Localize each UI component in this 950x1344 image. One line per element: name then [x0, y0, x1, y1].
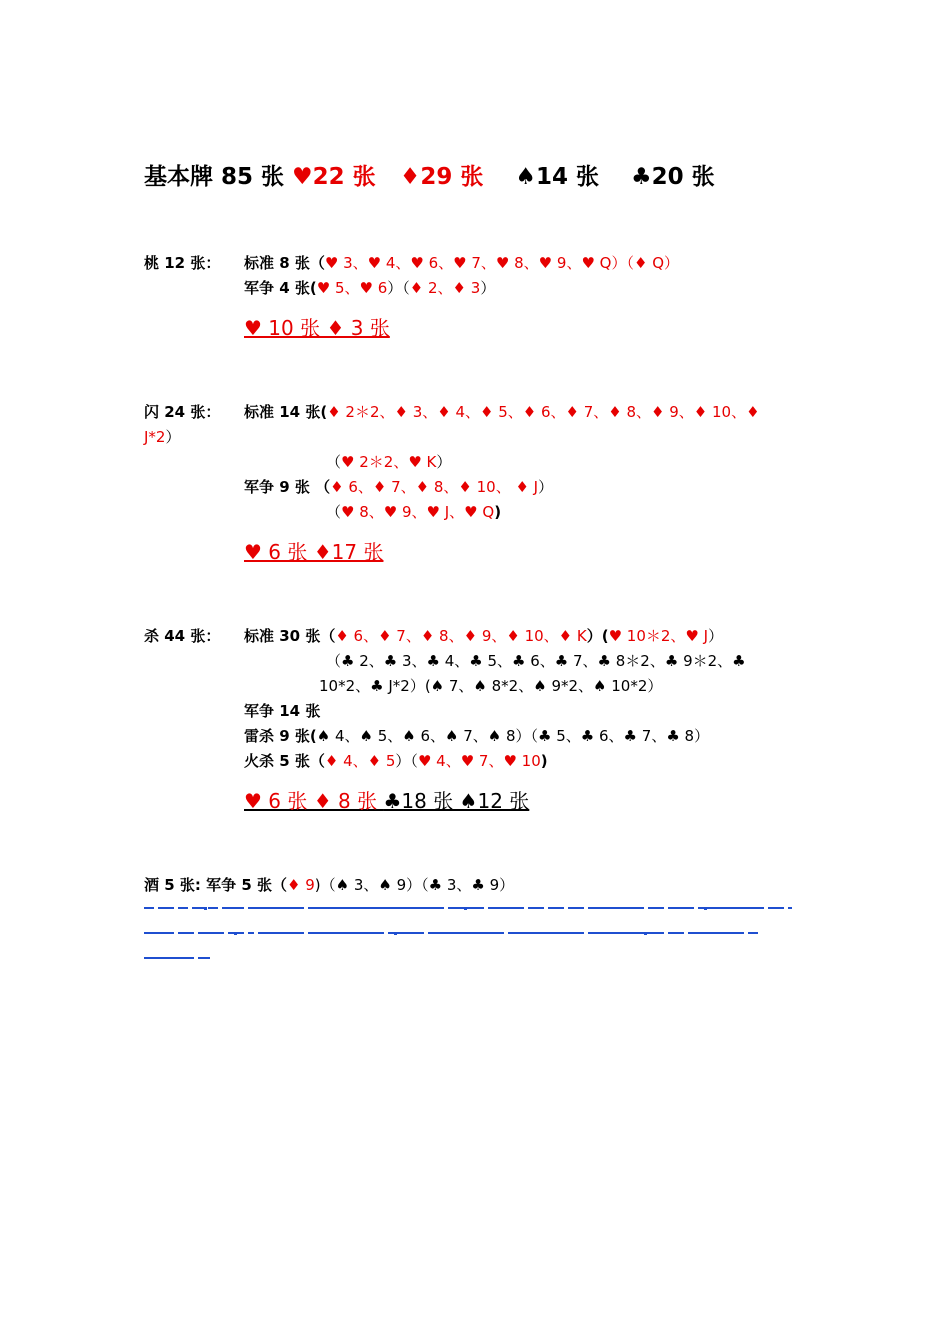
peach-war-diamonds: ♦ 2、♦ 3	[409, 279, 481, 297]
dodge-war-hearts-open: （	[326, 503, 342, 521]
kill-std-hearts: ♥ 10＊2、♥ J	[608, 627, 709, 645]
dodge-standard-line-wrap	[144, 426, 180, 447]
kill-std-mid: ）(	[586, 627, 609, 645]
kill-std-prefix: 标准 30 张（	[244, 627, 336, 645]
peach-std-hearts: ♥ 3、♥ 4、♥ 6、♥ 7、♥ 8、♥ 9、♥ Q	[324, 254, 612, 272]
dodge-summary: ♥ 6 张 ♦17 张	[244, 540, 384, 564]
dodge-war-line	[244, 476, 553, 497]
dodge-war-prefix: 军争 9 张 （	[244, 478, 331, 496]
wine-war-rest: )（♠ 3、♠ 9）（♣ 3、♣ 9）	[314, 876, 515, 894]
kill-war-heading: 军争 14 张	[244, 702, 321, 720]
kill-summary-black: ♣18 张 ♠12 张	[383, 789, 530, 813]
wine-label: 酒 5 张:	[144, 876, 207, 894]
kill-fire-prefix: 火杀 5 张（	[244, 752, 325, 770]
dodge-std-hearts: ♥ 2＊2、♥ K	[341, 453, 437, 471]
title-diamonds: ♦29 张	[399, 164, 484, 190]
kill-fire-diamonds: ♦ 4、♦ 5	[324, 752, 396, 770]
peach-std-end: ）	[664, 254, 680, 272]
dodge-war-diamonds: ♦ 6、♦ 7、♦ 8、♦ 10、 ♦ J	[330, 478, 539, 496]
kill-fire-hearts: ♥ 4、♥ 7、♥ 10	[417, 752, 541, 770]
dodge-std-diamonds-1: ♦ 2＊2、♦ 3、♦ 4、♦ 5、♦ 6、♦ 7、♦ 8、♦ 9、♦ 10、♦	[327, 403, 760, 421]
wine-line	[144, 874, 514, 895]
dodge-std-hearts-open: （	[326, 453, 342, 471]
kill-fire-mid: ）（	[395, 752, 418, 770]
kill-fire-line	[244, 750, 548, 771]
peach-war-end: ）	[480, 279, 496, 297]
peach-standard-line	[244, 252, 679, 273]
dodge-std-diamonds-2: J*2	[144, 428, 166, 446]
peach-war-prefix: 军争 4 张(	[244, 279, 317, 297]
peach-std-diamond: ♦ Q	[633, 254, 665, 272]
dodge-std-prefix: 标准 14 张(	[244, 403, 328, 421]
peach-std-mid: ）（	[611, 254, 634, 272]
kill-label: 杀 44 张：	[144, 627, 221, 645]
dodge-standard-hearts-line	[326, 451, 451, 472]
dodge-war-end: ）	[538, 478, 554, 496]
title-spades: ♠14 张	[515, 164, 600, 190]
kill-fire-end: )	[540, 752, 548, 770]
dodge-war-hearts-line	[326, 501, 501, 522]
kill-thunder-prefix: 雷杀 9 张(	[244, 727, 317, 745]
wine-war-prefix: 军争 5 张（	[206, 876, 287, 894]
peach-summary: ♥ 10 张 ♦ 3 张	[244, 316, 390, 340]
kill-clubs-line-2: 10*2、♣ J*2）(♠ 7、♠ 8*2、♠ 9*2、♠ 10*2）	[319, 677, 663, 695]
title-basic-count: 基本牌 85 张	[144, 164, 293, 190]
kill-clubs-line-1: （♣ 2、♣ 3、♣ 4、♣ 5、♣ 6、♣ 7、♣ 8＊2、♣ 9＊2、♣	[326, 652, 746, 670]
dodge-standard-line	[244, 401, 760, 422]
peach-war-mid: ）（	[387, 279, 410, 297]
peach-std-prefix: 标准 8 张（	[244, 254, 325, 272]
kill-summary-red: ♥ 6 张 ♦ 8 张	[244, 789, 384, 813]
dodge-std-hearts-close: ）	[436, 453, 452, 471]
kill-std-end: ）	[708, 627, 724, 645]
blue-decorative-rules	[144, 900, 804, 970]
peach-war-line	[244, 277, 495, 298]
title-hearts: ♥22 张	[292, 164, 376, 190]
page-title	[144, 158, 715, 191]
dodge-war-hearts: ♥ 8、♥ 9、♥ J、♥ Q	[341, 503, 495, 521]
kill-thunder-line	[244, 725, 709, 746]
peach-label: 桃 12 张：	[144, 254, 221, 272]
peach-war-hearts: ♥ 5、♥ 6	[316, 279, 388, 297]
dodge-war-hearts-close: )	[494, 503, 502, 521]
wine-war-diamond: ♦ 9	[287, 876, 315, 894]
kill-standard-line	[244, 625, 723, 646]
dodge-std-end: ）	[165, 428, 181, 446]
kill-std-diamonds: ♦ 6、♦ 7、♦ 8、♦ 9、♦ 10、♦ K	[335, 627, 587, 645]
dodge-label: 闪 24 张：	[144, 403, 221, 421]
title-clubs: ♣20 张	[631, 164, 715, 190]
kill-thunder-rest: ♠ 4、♠ 5、♠ 6、♠ 7、♠ 8）（♣ 5、♣ 6、♣ 7、♣ 8）	[316, 727, 710, 745]
kill-summary	[244, 785, 529, 814]
